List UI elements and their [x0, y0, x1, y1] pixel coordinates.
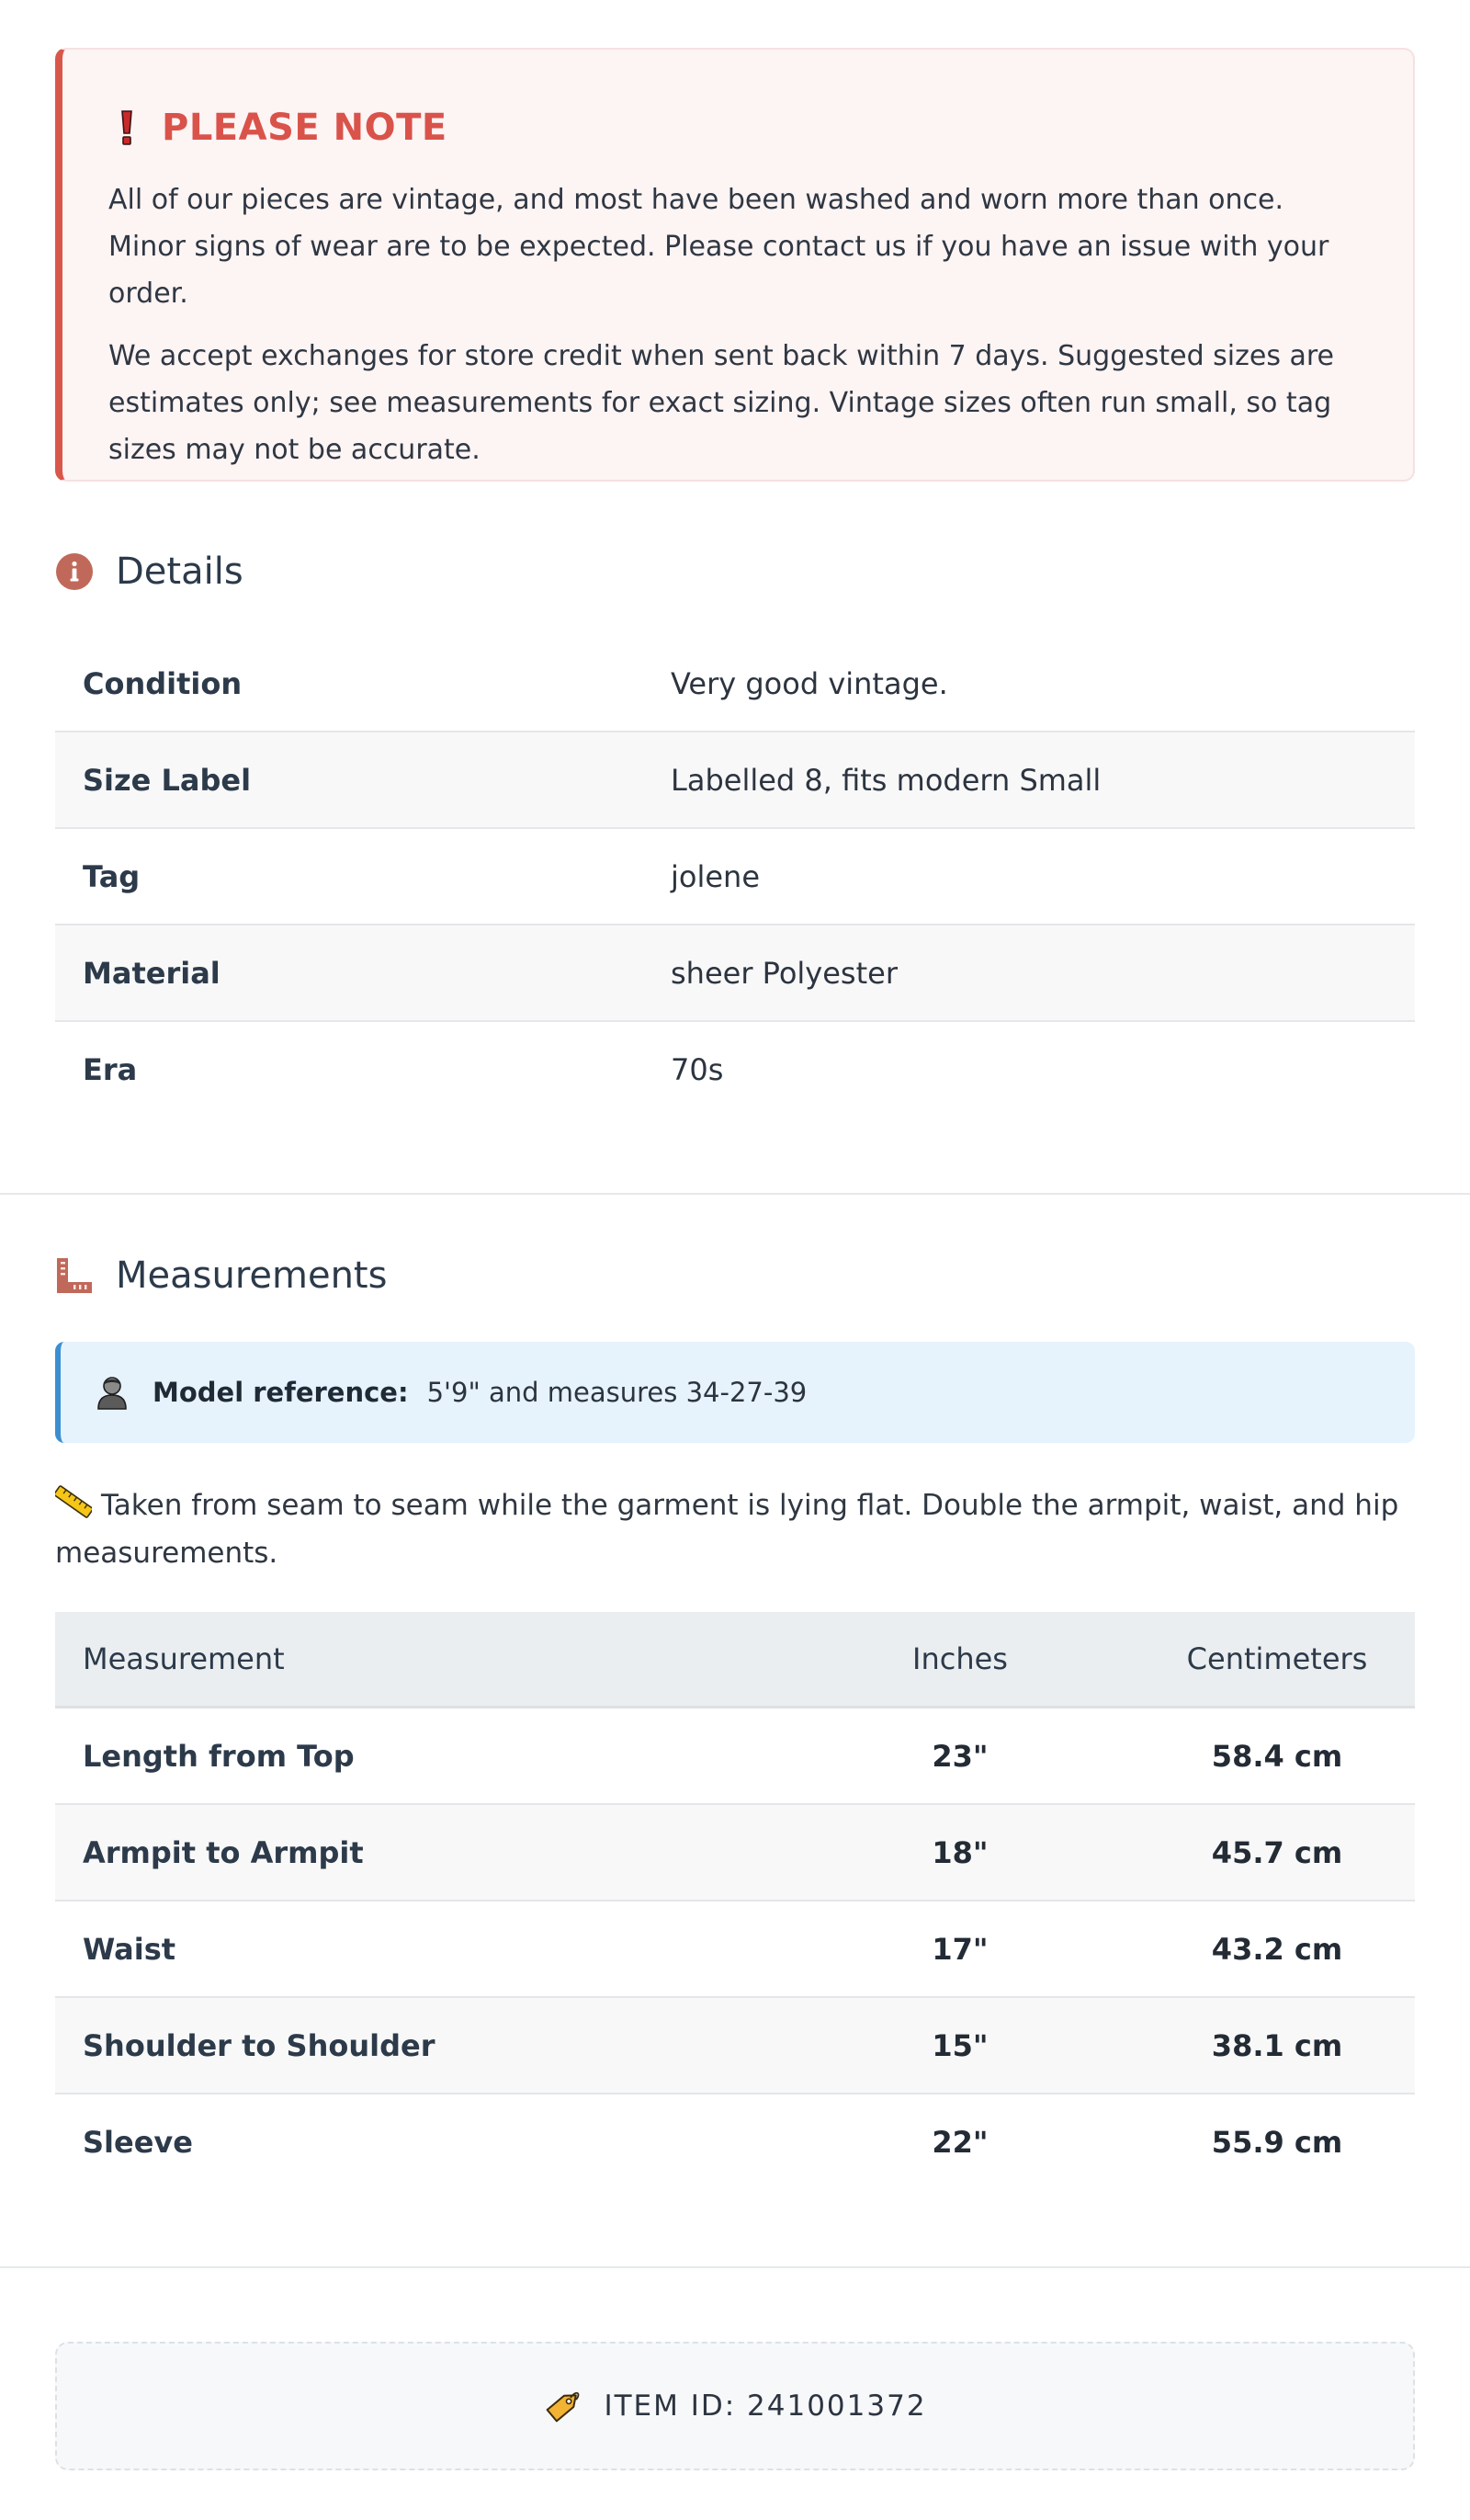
measurements-title: Measurements	[116, 1254, 388, 1297]
measurement-inches: 22"	[932, 2124, 989, 2160]
item-id-text: ITEM ID: 241001372	[604, 2389, 927, 2423]
model-reference-value: 5'9" and measures 34-27-39	[426, 1377, 808, 1408]
table-row	[55, 2094, 1415, 2189]
exclamation-icon	[108, 109, 145, 146]
details-heading	[55, 544, 243, 599]
measurement-inches: 23"	[932, 1738, 989, 1774]
details-label: Tag	[83, 858, 141, 894]
details-row	[55, 636, 1415, 732]
details-label: Condition	[83, 665, 243, 701]
measurements-heading	[55, 1248, 387, 1303]
measurement-instructions-text: Taken from seam to seam while the garment is lying flat. Double the armpit, waist, and hip measurements.	[55, 1489, 1399, 1570]
tag-icon	[543, 2386, 583, 2426]
info-icon	[55, 552, 94, 591]
details-value: Very good vintage.	[671, 665, 948, 701]
measurement-cm: 38.1 cm	[1211, 2027, 1343, 2063]
details-label: Size Label	[83, 762, 252, 798]
ruler-icon	[55, 1256, 94, 1295]
measurement-name: Length from Top	[83, 1738, 355, 1774]
note-paragraph-wear: All of our pieces are vintage, and most have been washed and worn more than once. Minor signs of wear are to be expected. Please contact us if you have an issue with your order.	[108, 184, 1329, 310]
person-icon	[94, 1374, 130, 1411]
section-divider	[0, 2266, 1470, 2268]
measurement-cm: 58.4 cm	[1211, 1738, 1343, 1774]
measurement-name: Shoulder to Shoulder	[83, 2027, 435, 2063]
table-row	[55, 1901, 1415, 1998]
please-note-title: PLEASE NOTE	[162, 107, 447, 149]
straight-ruler-icon	[55, 1485, 92, 1518]
details-value: sheer Polyester	[671, 955, 898, 991]
measurement-cm: 55.9 cm	[1211, 2124, 1343, 2160]
measurement-cm: 45.7 cm	[1211, 1834, 1343, 1870]
details-label: Material	[83, 955, 220, 991]
details-row	[55, 1022, 1415, 1117]
measurement-inches: 18"	[932, 1834, 989, 1870]
details-value: 70s	[671, 1051, 724, 1087]
measurement-inches: 17"	[932, 1931, 989, 1967]
table-row	[55, 1708, 1415, 1805]
column-header-measurement: Measurement	[83, 1641, 285, 1676]
column-header-centimeters: Centimeters	[1186, 1641, 1368, 1676]
note-paragraph-exchanges: We accept exchanges for store credit when sent back within 7 days. Suggested sizes are estimates only; see measurements for exact sizing. Vintage sizes often run small, so tag sizes may not be accurate.	[108, 340, 1335, 466]
measurement-instructions	[55, 1481, 1415, 1577]
measurement-name: Waist	[83, 1931, 176, 1967]
details-row	[55, 925, 1415, 1022]
model-reference-label: Model reference:	[153, 1377, 409, 1408]
measurement-inches: 15"	[932, 2027, 989, 2063]
details-title: Details	[116, 551, 243, 593]
measurement-name: Armpit to Armpit	[83, 1834, 364, 1870]
details-row	[55, 829, 1415, 925]
model-reference-callout	[55, 1342, 1415, 1443]
table-row	[55, 1805, 1415, 1901]
measurements-table	[55, 1612, 1415, 2189]
details-label: Era	[83, 1051, 138, 1087]
details-value: jolene	[671, 858, 761, 894]
item-id-box	[55, 2342, 1415, 2470]
measurement-name: Sleeve	[83, 2124, 193, 2160]
details-row	[55, 732, 1415, 829]
section-divider	[0, 1193, 1470, 1195]
measurement-cm: 43.2 cm	[1211, 1931, 1343, 1967]
details-value: Labelled 8, fits modern Small	[671, 762, 1102, 798]
details-table	[55, 636, 1415, 1117]
please-note-header	[108, 103, 1367, 153]
column-header-inches: Inches	[912, 1641, 1008, 1676]
table-header-row	[55, 1612, 1415, 1708]
table-row	[55, 1998, 1415, 2094]
please-note-box	[55, 48, 1415, 482]
